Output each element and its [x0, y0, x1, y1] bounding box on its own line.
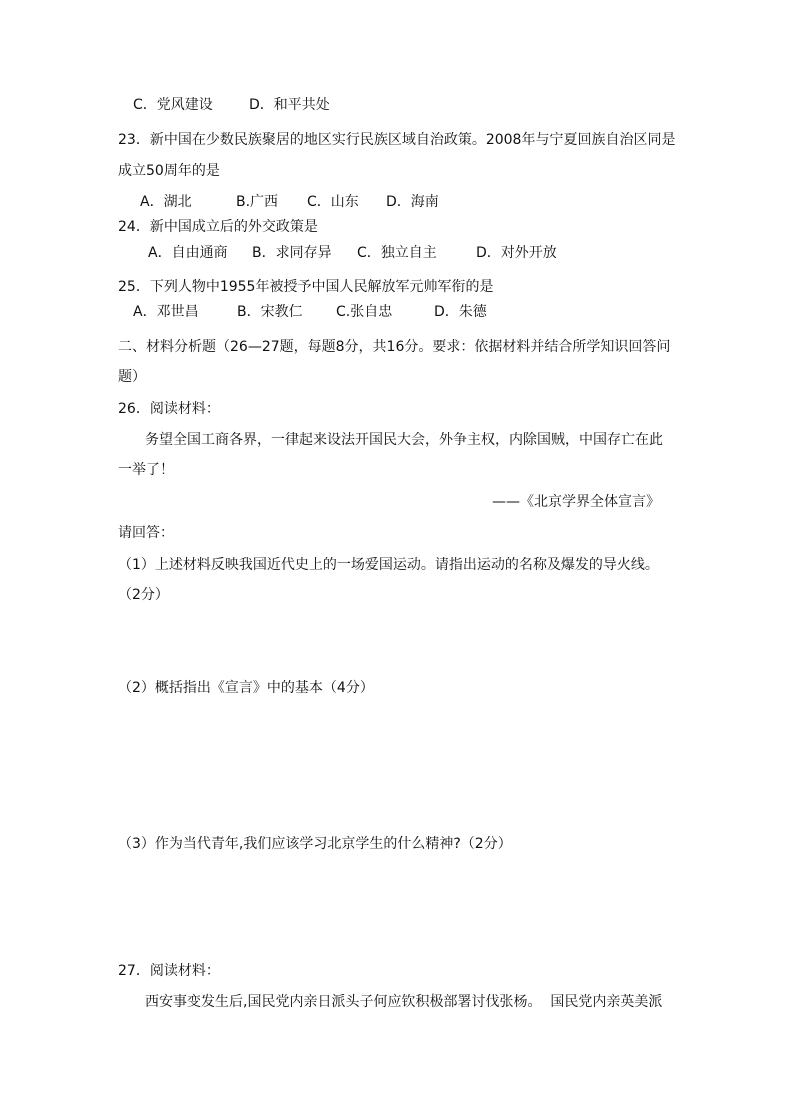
q26-source: ——《北京学界全体宣言》 — [492, 494, 660, 510]
q24-option-c: C．独立自主 — [357, 245, 437, 261]
q25-option-a: A．邓世昌 — [133, 304, 199, 320]
q25-stem: 25．下列人物中1955年被授予中国人民解放军元帅军衔的是 — [118, 279, 494, 295]
q26-heading: 26．阅读材料： — [118, 401, 220, 417]
q27-heading: 27．阅读材料： — [118, 963, 220, 979]
q24-option-d: D．对外开放 — [476, 245, 557, 261]
q25-option-b: B．宋教仁 — [237, 304, 303, 320]
q26-sub1-line1: （1）上述材料反映我国近代史上的一场爱国运动。请指出运动的名称及爆发的导火线。 — [118, 557, 659, 573]
q24-stem: 24．新中国成立后的外交政策是 — [118, 219, 318, 235]
section2-heading-line1: 二、材料分析题（26—27题，每题8分，共16分。要求：依据材料并结合所学知识回答问 — [118, 339, 671, 355]
q23-option-b: B.广西 — [236, 194, 279, 210]
q26-material-line2: 一举了！ — [118, 462, 174, 478]
q22-option-d: D．和平共处 — [249, 97, 330, 113]
q26-sub3: （3）作为当代青年,我们应该学习北京学生的什么精神?（2分） — [118, 836, 512, 852]
q23-option-a: A．湖北 — [140, 194, 192, 210]
q24-option-a: A．自由通商 — [148, 245, 228, 261]
q23-option-d: D．海南 — [386, 194, 439, 210]
q26-sub2: （2）概括指出《宣言》中的基本（4分） — [118, 680, 374, 696]
q26-sub1-line2: （2分） — [118, 587, 169, 603]
q25-option-d: D．朱德 — [434, 304, 487, 320]
q26-prompt: 请回答： — [118, 525, 174, 541]
q25-option-c: C.张自忠 — [336, 304, 393, 320]
q23-option-c: C．山东 — [307, 194, 359, 210]
q27-material-line1: 西安事变发生后,国民党内亲日派头子何应钦积极部署讨伐张杨。 国民党内亲英美派 — [145, 994, 663, 1010]
q26-material-line1: 务望全国工商各界，一律起来设法开国民大会，外争主权，内除国贼，中国存亡在此 — [145, 432, 663, 448]
q23-stem-line2: 成立50周年的是 — [118, 163, 220, 179]
q23-stem-line1: 23．新中国在少数民族聚居的地区实行民族区域自治政策。2008年与宁夏回族自治区同是 — [118, 132, 676, 148]
section2-heading-line2: 题） — [118, 369, 146, 385]
q24-option-b: B．求同存异 — [252, 245, 332, 261]
q22-option-c: C．党风建设 — [133, 97, 213, 113]
